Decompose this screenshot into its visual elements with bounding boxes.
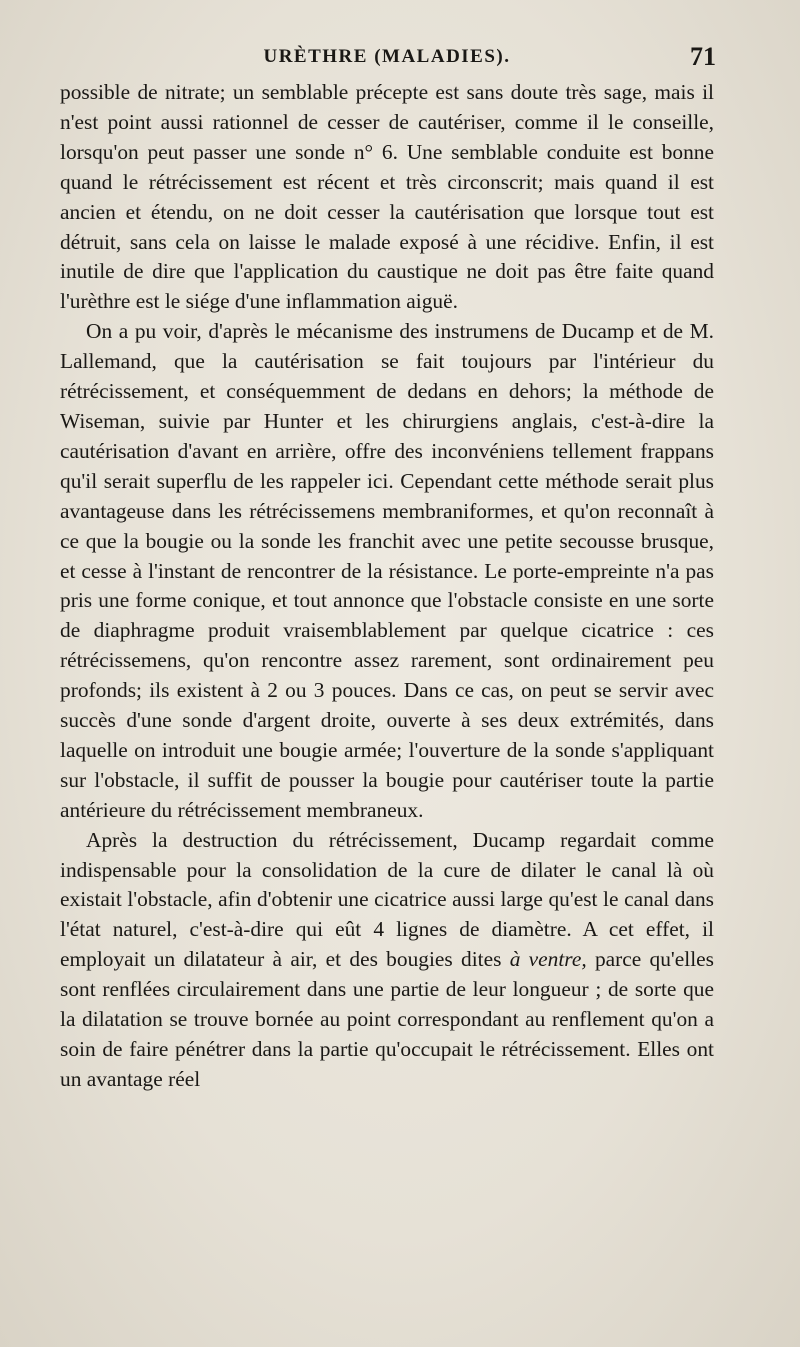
page-header: [60, 38, 714, 78]
page-number: 71: [690, 42, 716, 71]
paragraph-text: possible de nitrate; un semblable précepte est sans doute très sage, mais il n'est point aussi rationnel de cesser de cautériser, comme il le conseille, lorsqu'on peut passer une sonde n° 6. Une semblable conduite est bonne quand le rétrécissement est récent et très circonscrit; mais quand il est ancien et étendu, on ne doit cesser la cautérisation que lorsque tout est détruit, sans cela on laisse le malade exposé à une récidive. Enfin, il est inutile de dire que l'application du caustique ne doit pas être faite quand l'urèthre est le siége d'une inflammation aiguë.: [60, 80, 714, 314]
italic-term: à ventre,: [509, 947, 587, 972]
paragraph-3: [60, 826, 714, 1095]
body-text: [60, 78, 714, 1095]
paragraph-2: [60, 317, 714, 825]
paragraph-text: On a pu voir, d'après le mécanisme des instrumens de Ducamp et de M. Lallemand, que la cautérisation se fait toujours par l'intérieur du rétrécissement, et conséquemment de dedans en dehors; la méthode de Wiseman, suivie par Hunter et les chirurgiens anglais, c'est-à-dire la cautérisation d'avant en arrière, offre des inconvéniens tellement frappans qu'il serait superflu de les rappeler ici. Cependant cette méthode serait plus avantageuse dans les rétrécissemens membraniformes, et qu'on reconnaît à ce que la bougie ou la sonde les franchit avec une petite secousse brusque, et cesse à l'instant de rencontrer de la résistance. Le porte-empreinte n'a pas pris une forme conique, et tout annonce que l'obstacle consiste en une sorte de diaphragme produit vraisemblablement par quelque cicatrice : ces rétrécissemens, qu'on rencontre assez rarement, sont ordinairement peu profonds; ils existent à 2 ou 3 pouces. Dans ce cas, on peut se servir avec succès d'une sonde d'argent droite, ouverte à ses deux extrémités, dans laquelle on introduit une bougie armée; l'ouverture de la sonde s'appliquant sur l'obstacle, il suffit de pousser la bougie pour cautériser toute la partie antérieure du rétrécissement membraneux.: [60, 319, 714, 822]
paragraph-1: [60, 78, 714, 317]
running-title: URÈTHRE (MALADIES).: [263, 46, 511, 67]
paragraph-text: parce qu'elles sont renflées circulairement dans une partie de leur longueur ; de sorte que la dilatation se trouve bornée au point correspondant au renflement qu'on a soin de faire pénétrer dans la partie qu'occupait le rétrécissement. Elles ont un avantage réel: [60, 947, 714, 1091]
paragraph-text: Après la destruction du rétrécissement, Ducamp regardait comme indispensable pour la consolidation de la cure de dilater le canal là où existait l'obstacle, afin d'obtenir une cicatrice aussi large qu'est le canal dans l'état naturel, c'est-à-dire qui eût 4 lignes de diamètre. A cet effet, il employait un dilatateur à air, et des bougies dites: [60, 827, 714, 972]
